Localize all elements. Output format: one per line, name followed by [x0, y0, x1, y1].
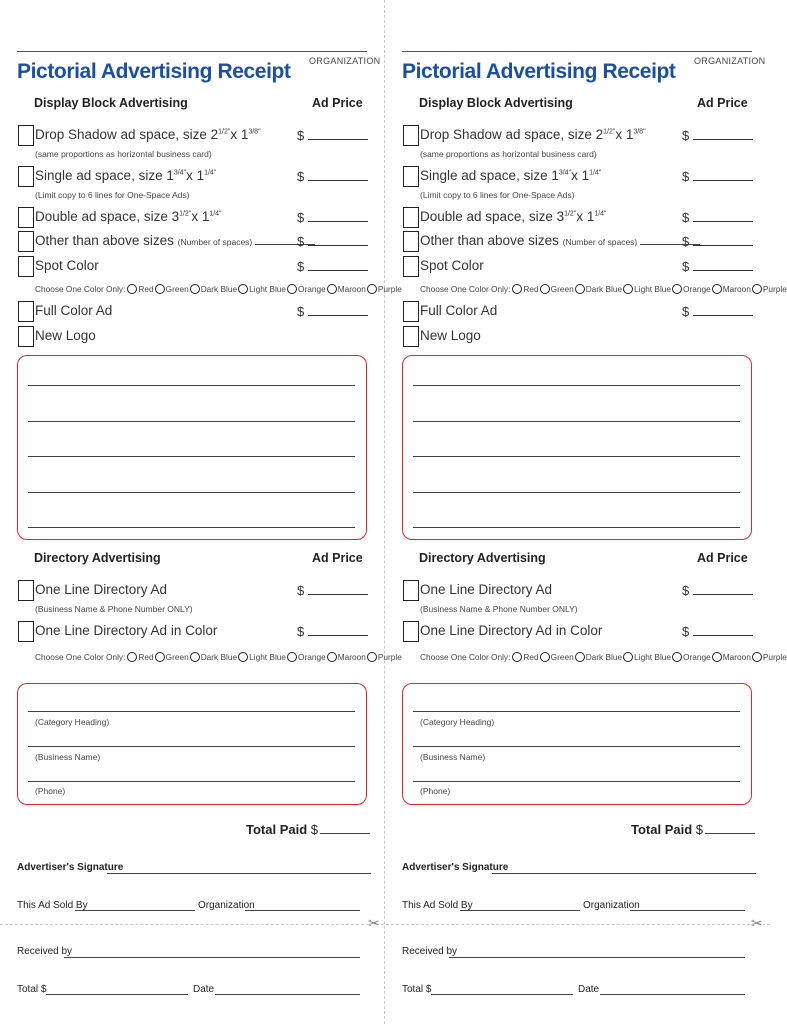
receipt-left	[17, 0, 402, 1024]
radio-circle-icon[interactable]	[155, 284, 165, 294]
one-line-label: One Line Directory Ad	[35, 582, 168, 597]
color-option-label: Green	[165, 652, 189, 662]
double-space-checkbox[interactable]	[18, 207, 34, 228]
color-option-maroon[interactable]	[326, 284, 366, 294]
directory-color-options	[420, 652, 787, 662]
single-space-checkbox[interactable]	[403, 166, 419, 187]
color-option-red[interactable]	[511, 284, 538, 294]
new-logo-checkbox[interactable]	[18, 326, 34, 347]
other-size-price[interactable]: $	[682, 234, 753, 249]
radio-circle-icon[interactable]	[287, 284, 297, 294]
one-line-price[interactable]: $	[297, 583, 368, 598]
one-line-color-price[interactable]: $	[682, 624, 753, 639]
one-line-color-price[interactable]: $	[297, 624, 368, 639]
color-option-label: Maroon	[722, 284, 751, 294]
ad-copy-box[interactable]	[17, 355, 367, 540]
display-heading: Display Block Advertising	[34, 96, 188, 110]
color-option-light-blue[interactable]	[622, 284, 671, 294]
business-name-line[interactable]	[413, 746, 740, 747]
radio-circle-icon[interactable]	[512, 652, 522, 662]
color-option-maroon[interactable]	[711, 652, 751, 662]
color-option-label: Purple	[377, 284, 402, 294]
radio-circle-icon[interactable]	[712, 284, 722, 294]
receipt-right	[402, 0, 787, 1024]
ad-copy-line[interactable]	[413, 492, 740, 493]
color-option-dark-blue[interactable]	[189, 652, 237, 662]
advertiser-signature-line[interactable]	[492, 873, 756, 874]
advertiser-signature-label: Advertiser's Signature	[402, 862, 509, 873]
spot-color-checkbox[interactable]	[18, 256, 34, 277]
radio-circle-icon[interactable]	[712, 652, 722, 662]
color-option-label: Orange	[298, 284, 326, 294]
total-label: Total $	[17, 984, 47, 995]
vertical-cut-line	[384, 0, 385, 1024]
color-option-label: Purple	[377, 652, 402, 662]
one-line-color-label: One Line Directory Ad in Color	[35, 623, 218, 638]
color-option-dark-blue[interactable]	[189, 284, 237, 294]
color-option-purple[interactable]	[366, 284, 402, 294]
other-size-label: Other than above sizes (Number of spaces)	[420, 233, 700, 248]
spot-color-label: Spot Color	[420, 258, 484, 273]
organization-line[interactable]	[245, 910, 360, 911]
organization-line[interactable]	[630, 910, 745, 911]
single-space-label: Single ad space, size $1^{3/4"}x$ $1^{1/4"}$	[35, 168, 217, 183]
color-option-label: Maroon	[337, 652, 366, 662]
color-option-orange[interactable]	[286, 284, 326, 294]
business-name-line[interactable]	[28, 746, 355, 747]
color-option-label: Light Blue	[249, 652, 287, 662]
radio-circle-icon[interactable]	[127, 284, 137, 294]
display-price-heading: Ad Price	[312, 96, 363, 110]
phone-line[interactable]	[28, 781, 355, 782]
drop-shadow-note: (same proportions as horizontal business card)	[35, 149, 212, 159]
date-line[interactable]	[215, 994, 360, 995]
double-space-price[interactable]: $	[682, 210, 753, 225]
scissors-icon: ✂	[751, 915, 763, 931]
received-by-line[interactable]	[449, 957, 745, 958]
radio-circle-icon[interactable]	[327, 652, 337, 662]
drop-shadow-label: Drop Shadow ad space, size $2^{1/2"}x$ $1^{3/8"}$	[420, 127, 646, 142]
ad-copy-line[interactable]	[413, 421, 740, 422]
sold-by-label: This Ad Sold By	[402, 900, 473, 911]
sold-by-line[interactable]	[460, 910, 580, 911]
display-price-heading: Ad Price	[697, 96, 748, 110]
color-option-label: Green	[550, 652, 574, 662]
color-option-red[interactable]	[126, 284, 153, 294]
single-space-checkbox[interactable]	[18, 166, 34, 187]
total-paid: Total Paid $	[631, 822, 755, 837]
ad-copy-line[interactable]	[413, 456, 740, 457]
single-space-note: (Limit copy to 6 lines for One-Space Ads)	[35, 190, 190, 200]
ad-copy-line[interactable]	[28, 385, 355, 386]
category-heading-label: (Category Heading)	[35, 717, 110, 727]
radio-circle-icon[interactable]	[367, 652, 377, 662]
color-option-light-blue[interactable]	[237, 284, 286, 294]
other-size-label: Other than above sizes (Number of spaces)	[35, 233, 315, 248]
color-option-label: Maroon	[337, 284, 366, 294]
drop-shadow-price[interactable]: $	[297, 128, 368, 143]
color-option-light-blue[interactable]	[622, 652, 671, 662]
color-option-label: Dark Blue	[585, 284, 623, 294]
scissors-icon: ✂	[368, 915, 380, 931]
total-line[interactable]	[46, 994, 188, 995]
color-option-purple[interactable]	[366, 652, 402, 662]
radio-circle-icon[interactable]	[287, 652, 297, 662]
color-option-label: Maroon	[722, 652, 751, 662]
color-option-label: Orange	[683, 652, 711, 662]
ad-copy-line[interactable]	[413, 527, 740, 528]
radio-circle-icon[interactable]	[540, 652, 550, 662]
drop-shadow-note: (same proportions as horizontal business card)	[420, 149, 597, 159]
other-size-checkbox[interactable]	[403, 231, 419, 252]
color-option-purple[interactable]	[751, 652, 787, 662]
color-option-label: Dark Blue	[200, 652, 238, 662]
color-option-orange[interactable]	[671, 652, 711, 662]
directory-heading: Directory Advertising	[34, 551, 161, 565]
phone-label: (Phone)	[35, 786, 66, 796]
double-space-label: Double ad space, size $3^{1/2"}x$ $1^{1/4"}$	[420, 209, 607, 224]
single-space-label: Single ad space, size $1^{3/4"}x$ $1^{1/4"}$	[420, 168, 602, 183]
category-heading-label: (Category Heading)	[420, 717, 495, 727]
spot-color-options	[420, 284, 787, 294]
radio-circle-icon[interactable]	[238, 284, 248, 294]
radio-circle-icon[interactable]	[623, 652, 633, 662]
total-line[interactable]	[431, 994, 573, 995]
color-option-label: Red	[138, 284, 154, 294]
one-line-note: (Business Name & Phone Number ONLY)	[420, 604, 578, 614]
radio-circle-icon[interactable]	[238, 652, 248, 662]
one-line-checkbox[interactable]	[18, 580, 34, 601]
drop-shadow-price[interactable]: $	[682, 128, 753, 143]
organization-label: ORGANIZATION	[694, 56, 766, 66]
radio-circle-icon[interactable]	[575, 652, 585, 662]
color-option-label: Purple	[762, 284, 787, 294]
one-line-color-checkbox[interactable]	[403, 621, 419, 642]
full-color-label: Full Color Ad	[35, 303, 113, 318]
display-heading: Display Block Advertising	[419, 96, 573, 110]
color-option-red[interactable]	[511, 652, 538, 662]
full-color-price[interactable]: $	[682, 304, 753, 319]
one-line-color-checkbox[interactable]	[18, 621, 34, 642]
color-option-purple[interactable]	[751, 284, 787, 294]
full-color-checkbox[interactable]	[18, 301, 34, 322]
drop-shadow-checkbox[interactable]	[403, 125, 419, 146]
organization-field-label: Organization	[583, 900, 640, 911]
directory-box[interactable]	[17, 683, 367, 805]
color-option-label: Green	[165, 284, 189, 294]
color-option-green[interactable]	[539, 652, 574, 662]
radio-circle-icon[interactable]	[127, 652, 137, 662]
color-option-label: Purple	[762, 652, 787, 662]
spot-color-price[interactable]: $	[297, 259, 368, 274]
ad-copy-line[interactable]	[28, 456, 355, 457]
color-option-dark-blue[interactable]	[574, 284, 622, 294]
received-by-label: Received by	[402, 946, 458, 957]
total-paid: Total Paid $	[246, 822, 370, 837]
new-logo-label: New Logo	[420, 328, 481, 343]
radio-circle-icon[interactable]	[623, 284, 633, 294]
one-line-color-label: One Line Directory Ad in Color	[420, 623, 603, 638]
color-option-green[interactable]	[154, 284, 189, 294]
one-line-label: One Line Directory Ad	[420, 582, 553, 597]
double-space-label: Double ad space, size $3^{1/2"}x$ $1^{1/4"}$	[35, 209, 222, 224]
radio-circle-icon[interactable]	[575, 284, 585, 294]
color-option-maroon[interactable]	[711, 284, 751, 294]
ad-copy-line[interactable]	[28, 492, 355, 493]
drop-shadow-label: Drop Shadow ad space, size $2^{1/2"}x$ $1^{3/8"}$	[35, 127, 261, 142]
other-size-price[interactable]: $	[297, 234, 368, 249]
received-by-line[interactable]	[64, 957, 360, 958]
spot-color-checkbox[interactable]	[403, 256, 419, 277]
directory-price-heading: Ad Price	[312, 551, 363, 565]
ad-copy-box[interactable]	[402, 355, 752, 540]
color-option-label: Orange	[298, 652, 326, 662]
color-option-orange[interactable]	[671, 284, 711, 294]
top-rule	[17, 51, 367, 52]
radio-circle-icon[interactable]	[155, 652, 165, 662]
color-option-orange[interactable]	[286, 652, 326, 662]
advertiser-signature-label: Advertiser's Signature	[17, 862, 124, 873]
color-option-green[interactable]	[539, 284, 574, 294]
category-line[interactable]	[28, 711, 355, 712]
color-option-label: Red	[523, 284, 539, 294]
single-space-note: (Limit copy to 6 lines for One-Space Ads)	[420, 190, 575, 200]
other-size-checkbox[interactable]	[18, 231, 34, 252]
ad-copy-line[interactable]	[28, 421, 355, 422]
ad-copy-line[interactable]	[28, 527, 355, 528]
color-option-label: Light Blue	[634, 652, 672, 662]
radio-circle-icon[interactable]	[672, 652, 682, 662]
radio-circle-icon[interactable]	[540, 284, 550, 294]
radio-circle-icon[interactable]	[327, 284, 337, 294]
choose-color-label: Choose One Color Only:	[420, 652, 511, 662]
color-option-dark-blue[interactable]	[574, 652, 622, 662]
receipt-title: Pictorial Advertising Receipt	[402, 60, 676, 83]
top-rule	[402, 51, 752, 52]
receipt-title: Pictorial Advertising Receipt	[17, 60, 291, 83]
color-option-green[interactable]	[154, 652, 189, 662]
directory-price-heading: Ad Price	[697, 551, 748, 565]
sold-by-label: This Ad Sold By	[17, 900, 88, 911]
radio-circle-icon[interactable]	[672, 284, 682, 294]
ad-copy-line[interactable]	[413, 385, 740, 386]
single-space-price[interactable]: $	[682, 169, 753, 184]
color-option-label: Dark Blue	[200, 284, 238, 294]
organization-label: ORGANIZATION	[309, 56, 381, 66]
directory-box[interactable]	[402, 683, 752, 805]
double-space-checkbox[interactable]	[403, 207, 419, 228]
received-by-label: Received by	[17, 946, 73, 957]
one-line-price[interactable]: $	[682, 583, 753, 598]
color-option-light-blue[interactable]	[237, 652, 286, 662]
new-logo-label: New Logo	[35, 328, 96, 343]
drop-shadow-checkbox[interactable]	[18, 125, 34, 146]
choose-color-label: Choose One Color Only:	[420, 284, 511, 294]
phone-line[interactable]	[413, 781, 740, 782]
color-option-label: Light Blue	[634, 284, 672, 294]
directory-heading: Directory Advertising	[419, 551, 546, 565]
radio-circle-icon[interactable]	[190, 284, 200, 294]
one-line-checkbox[interactable]	[403, 580, 419, 601]
date-line[interactable]	[600, 994, 745, 995]
full-color-checkbox[interactable]	[403, 301, 419, 322]
total-label: Total $	[402, 984, 432, 995]
date-label: Date	[193, 984, 215, 995]
color-option-label: Red	[523, 652, 539, 662]
directory-color-options	[35, 652, 402, 662]
color-option-label: Orange	[683, 284, 711, 294]
color-option-label: Red	[138, 652, 154, 662]
color-option-red[interactable]	[126, 652, 153, 662]
spot-color-label: Spot Color	[35, 258, 99, 273]
color-option-label: Green	[550, 284, 574, 294]
choose-color-label: Choose One Color Only:	[35, 284, 126, 294]
phone-label: (Phone)	[420, 786, 451, 796]
color-option-label: Light Blue	[249, 284, 287, 294]
single-space-price[interactable]: $	[297, 169, 368, 184]
radio-circle-icon[interactable]	[512, 284, 522, 294]
radio-circle-icon[interactable]	[190, 652, 200, 662]
radio-circle-icon[interactable]	[367, 284, 377, 294]
new-logo-checkbox[interactable]	[403, 326, 419, 347]
date-label: Date	[578, 984, 600, 995]
choose-color-label: Choose One Color Only:	[35, 652, 126, 662]
business-name-label: (Business Name)	[35, 752, 101, 762]
one-line-note: (Business Name & Phone Number ONLY)	[35, 604, 193, 614]
double-space-price[interactable]: $	[297, 210, 368, 225]
advertiser-signature-line[interactable]	[107, 873, 371, 874]
full-color-price[interactable]: $	[297, 304, 368, 319]
spot-color-price[interactable]: $	[682, 259, 753, 274]
sold-by-line[interactable]	[75, 910, 195, 911]
full-color-label: Full Color Ad	[420, 303, 498, 318]
color-option-maroon[interactable]	[326, 652, 366, 662]
radio-circle-icon[interactable]	[752, 284, 762, 294]
business-name-label: (Business Name)	[420, 752, 486, 762]
radio-circle-icon[interactable]	[752, 652, 762, 662]
organization-field-label: Organization	[198, 900, 255, 911]
spot-color-options	[35, 284, 402, 294]
category-line[interactable]	[413, 711, 740, 712]
color-option-label: Dark Blue	[585, 652, 623, 662]
